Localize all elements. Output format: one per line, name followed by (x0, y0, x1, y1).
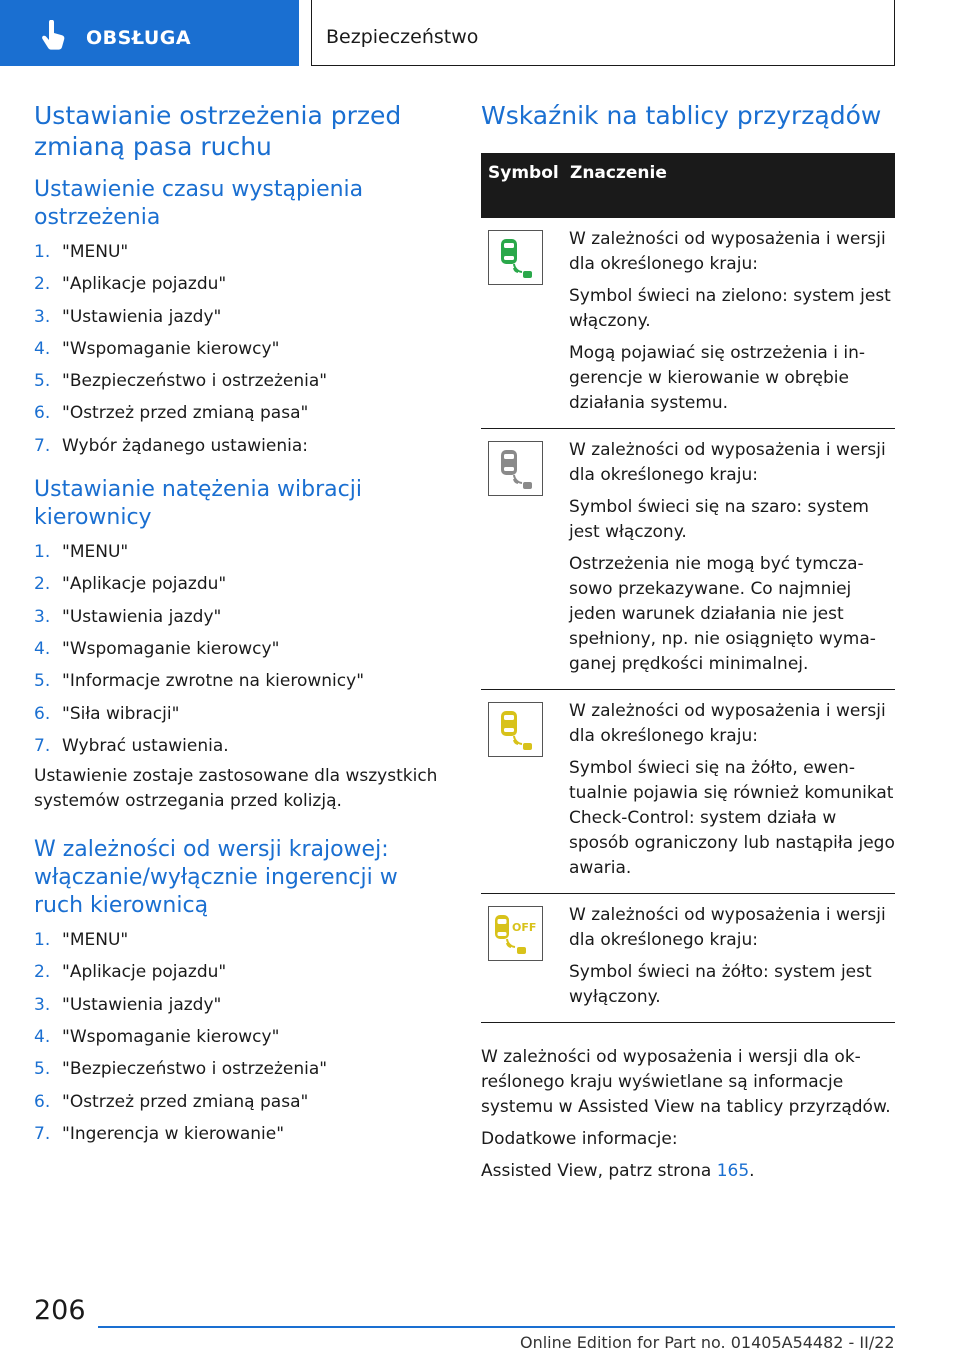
step-text: "MENU" (62, 930, 129, 951)
section-header-label: Bezpieczeństwo (326, 26, 479, 48)
step-item (34, 236, 444, 268)
lane-change-indicator-gray-icon (488, 441, 543, 496)
step-text: "Aplikacje pojazdu" (62, 574, 227, 595)
hand-operation-icon (40, 20, 66, 50)
meaning-text: W zależności od wyposażenia i wersji dla określonego kraju: (569, 440, 886, 485)
more-info-label: Dodatkowe informacje: (481, 1129, 678, 1149)
info-paragraph: W zależności od wyposażenia i wersji dla określonego kraju wyświetlane są informacje systemu w Assisted View na tablicy przyrządów. (481, 1047, 891, 1117)
left-column (34, 100, 444, 1150)
step-item (34, 1021, 444, 1053)
lane-change-indicator-green-icon (488, 230, 543, 285)
step-item (34, 1118, 444, 1150)
step-item (34, 924, 444, 956)
meaning-text: W zależności od wyposażenia i wersji dla określonego kraju: (569, 229, 886, 274)
step-number: 3. (34, 306, 51, 327)
step-number: 4. (34, 638, 51, 659)
step-text: "MENU" (62, 542, 129, 563)
subsection-heading: Ustawienie czasu wystąpienia ostrzeżenia (34, 177, 364, 230)
step-item (34, 730, 444, 762)
step-item (34, 397, 444, 429)
right-column (481, 100, 895, 1191)
step-text: "Bezpieczeństwo i ostrzeżenia" (62, 371, 328, 392)
step-number: 2. (34, 274, 51, 295)
indicator-table (481, 153, 895, 1023)
step-item (34, 633, 444, 665)
step-number: 1. (34, 542, 51, 563)
cross-reference-text: Assisted View, patrz strona (481, 1161, 717, 1181)
step-item (34, 333, 444, 365)
step-number: 4. (34, 1027, 51, 1048)
section-title: Ustawianie ostrzeżenia przed zmianą pasa ruchu (34, 101, 402, 161)
step-number: 6. (34, 1091, 51, 1112)
off-icon-text: OFF (512, 921, 537, 934)
lane-change-indicator-yellow-icon (488, 702, 543, 757)
subsection-heading: Ustawianie natężenia wibracji kierownicy (34, 477, 362, 531)
step-number: 7. (34, 1123, 51, 1144)
cross-reference-end: . (749, 1161, 755, 1181)
footer-rule (98, 1326, 895, 1328)
step-text: "Ustawienia jazdy" (62, 306, 222, 327)
step-text: Wybór żądanego ustawienia: (62, 435, 308, 456)
step-item (34, 568, 444, 600)
step-text: "Ustawienia jazdy" (62, 994, 222, 1015)
step-number: 6. (34, 403, 51, 424)
step-number: 7. (34, 435, 51, 456)
step-text: "MENU" (62, 242, 129, 262)
step-item (34, 536, 444, 568)
step-text: "Aplikacje pojazdu" (62, 962, 227, 983)
step-text: "Wspomaganie kierowcy" (62, 1027, 280, 1048)
step-item (34, 1053, 444, 1085)
meaning-text: Ostrzeżenia nie mogą być tymczasowo przekazywane. Co najmniej jeden warunek działania nie jest spełniony, np. nie osiągnięto wymaganej prędkości minimalnej. (569, 554, 876, 674)
step-text: "Ostrzeż przed zmianą pasa" (62, 1091, 309, 1112)
step-item (34, 301, 444, 333)
meaning-text: W zależności od wyposażenia i wersji dla określonego kraju: (569, 701, 886, 746)
table-header-symbol: Symbol (488, 163, 559, 183)
lane-change-indicator-off-icon (488, 906, 543, 961)
table-row (481, 894, 895, 1023)
step-item (34, 430, 444, 462)
step-item (34, 956, 444, 988)
meaning-text: Symbol świeci się na szaro: system jest włączony. (569, 497, 869, 542)
step-list (34, 236, 444, 462)
step-item (34, 601, 444, 633)
table-row (481, 218, 895, 429)
step-list (34, 536, 444, 762)
step-number: 2. (34, 962, 51, 983)
section-title: Wskaźnik na tablicy przyrządów (481, 101, 882, 130)
step-number: 6. (34, 703, 51, 724)
step-text: "Ingerencja w kierowanie" (62, 1123, 285, 1144)
meaning-text: Symbol świeci się na żółto, ewentualnie pojawia się również komunikat Check-Control: system działa w sposób ograniczony lub nastąpiła jego awaria. (569, 758, 895, 878)
step-text: "Wspomaganie kierowcy" (62, 638, 280, 659)
step-item (34, 268, 444, 300)
step-item (34, 365, 444, 397)
table-row (481, 690, 895, 894)
step-list (34, 924, 444, 1150)
table-row (481, 429, 895, 690)
step-text: "Ustawienia jazdy" (62, 606, 222, 627)
meaning-text: Symbol świeci na zielono: system jest włączony. (569, 286, 891, 331)
step-number: 3. (34, 994, 51, 1015)
page-reference-link[interactable]: 165 (716, 1161, 750, 1181)
step-item (34, 665, 444, 697)
page-number: 206 (34, 1295, 86, 1326)
meaning-text: W zależności od wyposażenia i wersji dla określonego kraju: (569, 905, 886, 950)
step-number: 2. (34, 574, 51, 595)
cross-reference (481, 1159, 895, 1184)
step-item (34, 1086, 444, 1118)
section-header (311, 0, 895, 66)
step-text: "Bezpieczeństwo i ostrzeżenia" (62, 1059, 328, 1080)
step-text: "Siła wibracji" (62, 703, 180, 724)
table-header (481, 153, 895, 218)
step-number: 3. (34, 606, 51, 627)
step-text: "Aplikacje pojazdu" (62, 274, 227, 295)
step-number: 5. (34, 671, 51, 692)
meaning-text: Symbol świeci na żółto: system jest wyłączony. (569, 962, 872, 1007)
meaning-text: Mogą pojawiać się ostrzeżenia i ingerencje w kierowanie w obrębie działania systemu. (569, 343, 866, 413)
step-item (34, 989, 444, 1021)
step-number: 1. (34, 242, 51, 262)
step-number: 1. (34, 930, 51, 951)
step-number: 4. (34, 338, 51, 359)
table-header-meaning: Znaczenie (570, 163, 667, 183)
chapter-tab[interactable] (0, 0, 299, 66)
subsection-heading: W zależności od wersji krajowej: włączanie/wyłącznie ingerencji w ruch kierownicą (34, 837, 398, 919)
after-table-text (481, 1045, 895, 1184)
step-number: 5. (34, 1059, 51, 1080)
chapter-tab-label: OBSŁUGA (86, 27, 192, 49)
step-text: "Informacje zwrotne na kierownicy" (62, 671, 365, 692)
step-number: 7. (34, 735, 51, 756)
step-text: "Ostrzeż przed zmianą pasa" (62, 403, 309, 424)
step-text: Wybrać ustawienia. (62, 735, 229, 756)
edition-label: Online Edition for Part no. 01405A54482 - II/22 (520, 1333, 895, 1352)
step-item (34, 698, 444, 730)
step-text: "Wspomaganie kierowcy" (62, 338, 280, 359)
step-number: 5. (34, 371, 51, 392)
note-paragraph: Ustawienie zostaje zastosowane dla wszystkich systemów ostrzegania przed kolizją. (34, 766, 438, 812)
